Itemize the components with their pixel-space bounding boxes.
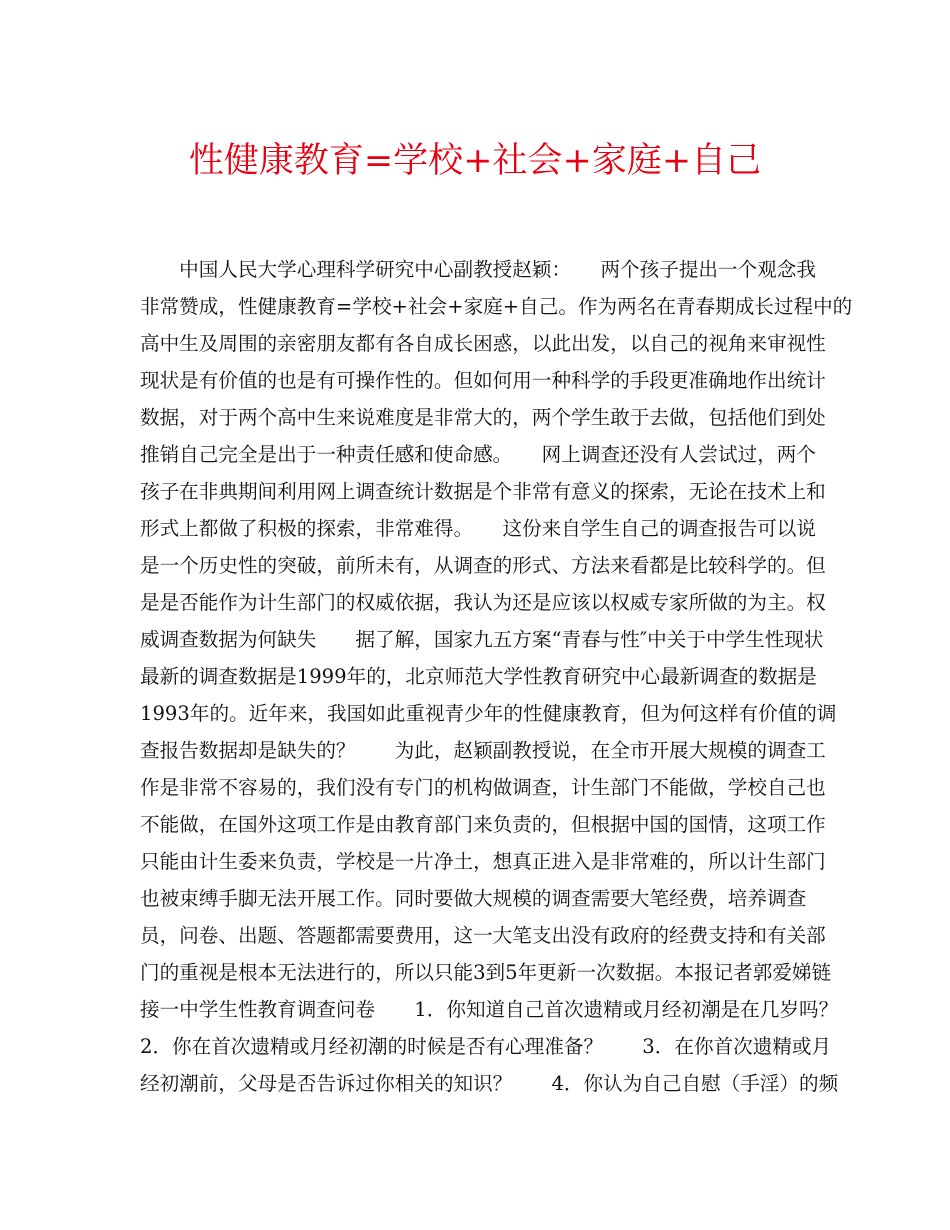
document-title: 性健康教育=学校+社会+家庭+自己	[188, 141, 762, 181]
body-line: 形式上都做了积极的探索，非常难得。 这份来自学生自己的调查报告可以说	[140, 517, 816, 540]
body-line: 作是非常不容易的，我们没有专门的机构做调查，计生部门不能做，学校自己也	[140, 776, 826, 799]
body-line: 经初潮前，父母是否告诉过你相关的知识？ 4．你认为自己自慰（手淫）的频	[140, 1072, 839, 1095]
body-line: 非常赞成，性健康教育=学校+社会+家庭+自己。作为两名在青春期成长过程中的	[140, 295, 853, 318]
body-line: 接一中学生性教育调查问卷 1．你知道自己首次遗精或月经初潮是在几岁吗？	[140, 998, 839, 1021]
body-line: 最新的调查数据是1999年的，北京师范大学性教育研究中心最新调查的数据是	[140, 665, 817, 688]
body-line: 2．你在首次遗精或月经初潮的时候是否有心理准备？ 3．在你首次遗精或月	[140, 1035, 832, 1058]
body-line: 只能由计生委来负责，学校是一片净土，想真正进入是非常难的，所以计生部门	[140, 850, 826, 873]
body-line: 1993年的。近年来，我国如此重视青少年的性健康教育，但为何这样有价值的调	[140, 702, 837, 725]
body-line: 孩子在非典期间利用网上调查统计数据是个非常有意义的探索，无论在技术上和	[140, 480, 826, 503]
body-line: 现状是有价值的也是有可操作性的。但如何用一种科学的手段更准确地作出统计	[140, 369, 826, 392]
body-line: 推销自己完全是出于一种责任感和使命感。 网上调查还没有人尝试过，两个	[140, 443, 816, 466]
body-line: 高中生及周围的亲密朋友都有各自成长困惑，以此出发，以自己的视角来审视性	[140, 332, 826, 355]
body-line: 查报告数据却是缺失的？ 为此，赵颖副教授说，在全市开展大规模的调查工	[140, 739, 826, 762]
body-line: 门的重视是根本无法进行的，所以只能3到5年更新一次数据。本报记者郭爱娣链	[140, 961, 832, 984]
body-line: 也被束缚手脚无法开展工作。同时要做大规模的调查需要大笔经费，培养调查	[140, 887, 807, 910]
body-line: 数据，对于两个高中生来说难度是非常大的，两个学生敢于去做，包括他们到处	[140, 406, 826, 429]
body-line: 员，问卷、出题、答题都需要费用，这一大笔支出没有政府的经费支持和有关部	[140, 924, 826, 947]
body-line: 威调查数据为何缺失 据了解，国家九五方案“青春与性″中关于中学生性现状	[140, 628, 824, 651]
body-line: 中国人民大学心理科学研究中心副教授赵颖： 两个孩子提出一个观念我	[140, 258, 816, 281]
body-line: 不能做，在国外这项工作是由教育部门来负责的，但根据中国的国情，这项工作	[140, 813, 826, 836]
document-body	[140, 251, 853, 1102]
body-line: 是一个历史性的突破，前所未有，从调查的形式、方法来看都是比较科学的。但	[140, 554, 826, 577]
body-line: 是是否能作为计生部门的权威依据，我认为还是应该以权威专家所做的为主。权	[140, 591, 826, 614]
